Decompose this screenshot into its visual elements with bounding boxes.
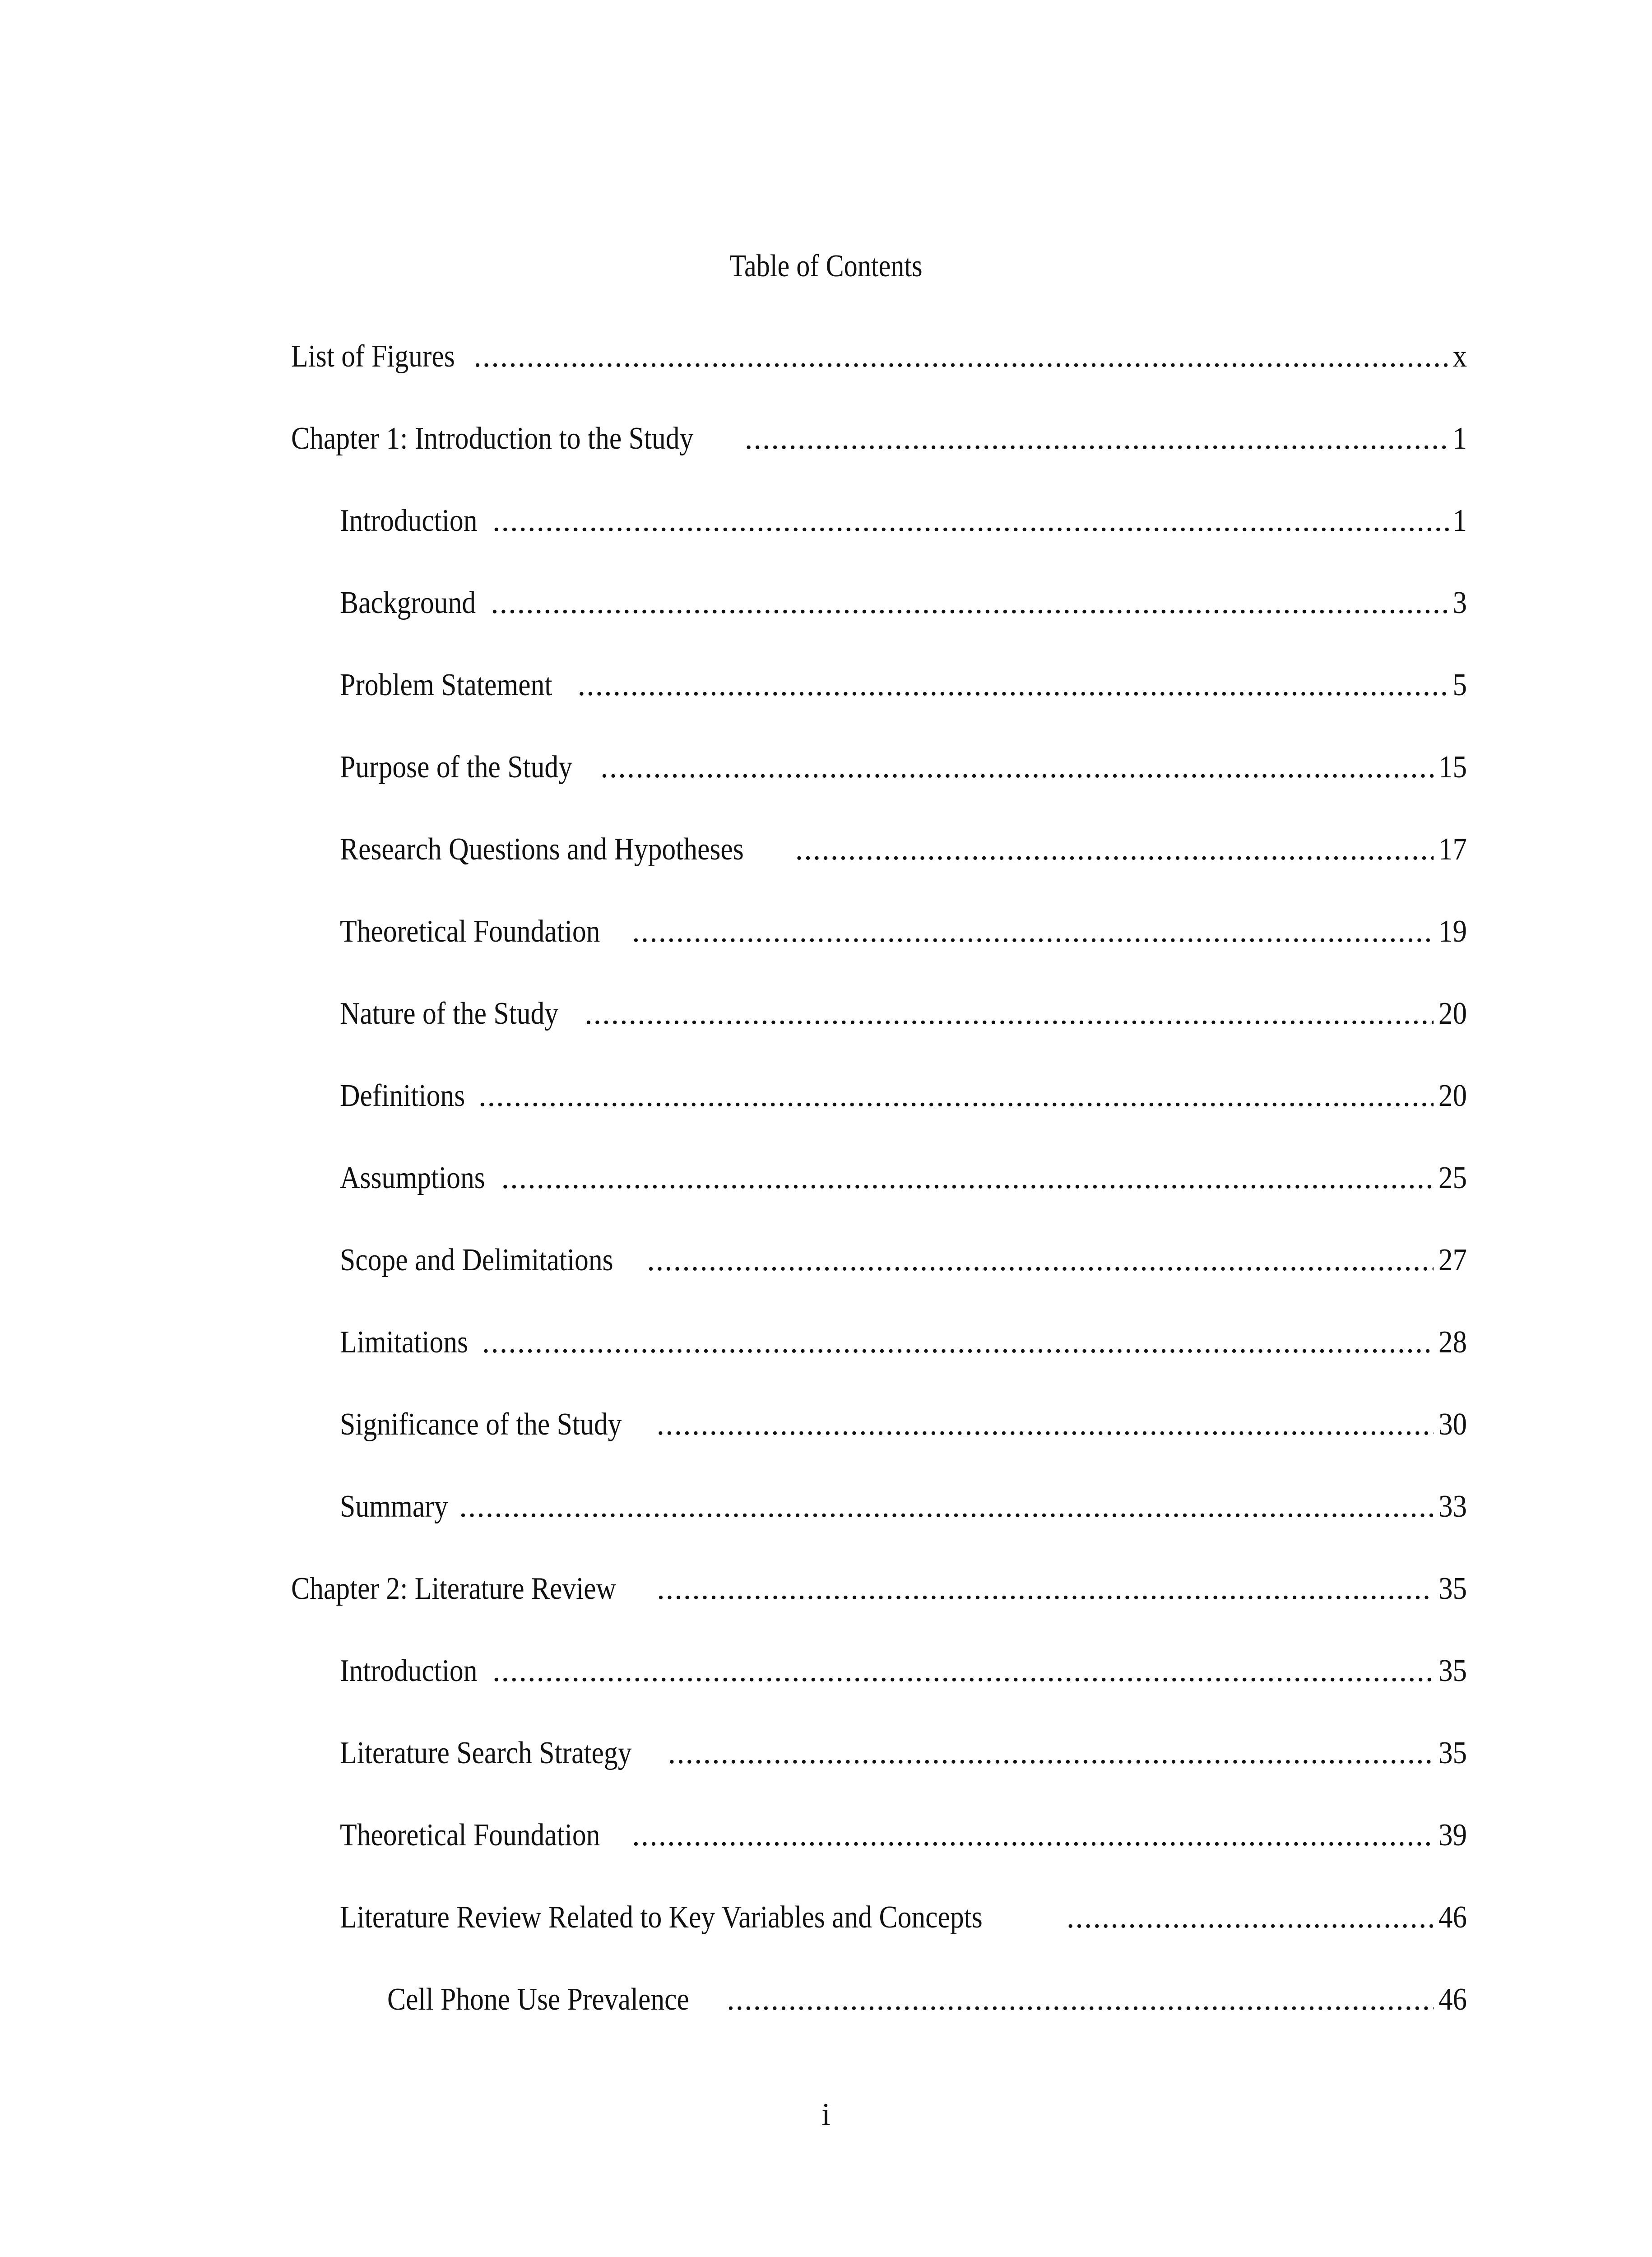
dot-leader — [578, 665, 1449, 706]
toc-entry-page: 15 — [1439, 750, 1467, 785]
dot-leader — [745, 418, 1449, 459]
toc-entry-purpose-of-the-study[interactable] — [340, 747, 1467, 788]
toc-entry-label: Scope and Delimitations — [340, 1243, 613, 1277]
dot-leader — [491, 583, 1449, 623]
toc-entry-label: Limitations — [340, 1325, 469, 1360]
toc-entry-label: Literature Search Strategy — [340, 1736, 632, 1770]
toc-entry-list-of-figures[interactable] — [291, 336, 1467, 377]
toc-entry-page: 46 — [1439, 1982, 1467, 2017]
dot-leader — [668, 1733, 1434, 1774]
toc-entry-nature-of-the-study[interactable] — [340, 994, 1467, 1034]
toc-entry-page: 46 — [1439, 1900, 1467, 1935]
toc-entry-significance-of-the-study[interactable] — [340, 1404, 1467, 1445]
dot-leader — [632, 1815, 1434, 1856]
toc-entry-introduction[interactable] — [340, 501, 1467, 541]
toc-entry-label: Assumptions — [340, 1161, 485, 1195]
toc-entry-page: 39 — [1439, 1818, 1467, 1853]
toc-entry-page: 35 — [1439, 1571, 1467, 1606]
toc-entry-page: 19 — [1439, 914, 1467, 949]
toc-entry-problem-statement[interactable] — [340, 665, 1467, 706]
toc-entry-literature-review-key-variables[interactable] — [340, 1897, 1467, 1938]
toc-entry-label: Theoretical Foundation — [340, 1818, 600, 1853]
toc-entry-theoretical-foundation[interactable] — [340, 911, 1467, 952]
toc-entry-definitions[interactable] — [340, 1076, 1467, 1116]
dot-leader — [585, 994, 1434, 1034]
dot-leader — [492, 1651, 1434, 1691]
toc-entry-literature-search-strategy[interactable] — [340, 1733, 1467, 1774]
dot-leader — [657, 1404, 1434, 1445]
toc-entry-label: Summary — [340, 1489, 448, 1524]
toc-entry-label: Chapter 1: Introduction to the Study — [291, 421, 694, 456]
toc-entry-label: Chapter 2: Literature Review — [291, 1571, 617, 1606]
dot-leader — [600, 747, 1434, 788]
toc-entry-page: 25 — [1439, 1161, 1467, 1195]
toc-entry-page: 33 — [1439, 1489, 1467, 1524]
dot-leader — [1067, 1897, 1434, 1938]
toc-entry-label: Background — [340, 585, 476, 620]
toc-entry-label: Research Questions and Hypotheses — [340, 832, 744, 867]
toc-entry-label: Introduction — [340, 503, 478, 538]
dot-leader — [482, 1322, 1434, 1363]
dot-leader — [478, 1076, 1434, 1116]
toc-entry-research-questions[interactable] — [340, 829, 1467, 870]
dot-leader — [727, 1979, 1434, 2020]
toc-entry-page: 30 — [1439, 1407, 1467, 1442]
toc-entry-page: 20 — [1439, 996, 1467, 1031]
toc-entry-page: 27 — [1439, 1243, 1467, 1277]
toc-entry-label: Problem Statement — [340, 668, 552, 702]
toc-entry-page: 17 — [1439, 832, 1467, 867]
dot-leader — [657, 1569, 1434, 1609]
toc-entry-label: Introduction — [340, 1653, 478, 1688]
toc-entry-page: 35 — [1439, 1736, 1467, 1770]
toc-entry-label: Definitions — [340, 1078, 465, 1113]
toc-entry-cell-phone-use-prevalence[interactable] — [387, 1979, 1467, 2020]
toc-entry-page: 1 — [1452, 421, 1467, 456]
toc-entry-page: 20 — [1439, 1078, 1467, 1113]
toc-entry-label: Literature Review Related to Key Variables and Concepts — [340, 1900, 983, 1935]
dot-leader — [473, 336, 1449, 377]
toc-entry-page: 35 — [1439, 1653, 1467, 1688]
dot-leader — [632, 911, 1434, 952]
dot-leader — [647, 1240, 1434, 1281]
toc-entry-label: Cell Phone Use Prevalence — [387, 1982, 689, 2017]
toc-entry-label: Nature of the Study — [340, 996, 559, 1031]
toc-entry-scope-and-delimitations[interactable] — [340, 1240, 1467, 1281]
dot-leader — [492, 501, 1449, 541]
toc-entry-page: x — [1452, 339, 1467, 374]
toc-entry-page: 1 — [1452, 503, 1467, 538]
toc-entry-background[interactable] — [340, 583, 1467, 623]
toc-entry-label: List of Figures — [291, 339, 455, 374]
toc-entry-theoretical-foundation-2[interactable] — [340, 1815, 1467, 1856]
page-title: Table of Contents — [729, 249, 923, 283]
toc-entry-label: Purpose of the Study — [340, 750, 573, 785]
toc-entry-limitations[interactable] — [340, 1322, 1467, 1363]
toc-entry-page: 3 — [1452, 585, 1467, 620]
toc-entry-label: Significance of the Study — [340, 1407, 622, 1442]
toc-entry-assumptions[interactable] — [340, 1158, 1467, 1198]
toc-entry-page: 5 — [1452, 668, 1467, 702]
toc-entry-label: Theoretical Foundation — [340, 914, 600, 949]
dot-leader — [459, 1486, 1434, 1527]
toc-entry-chapter-1[interactable] — [291, 418, 1467, 459]
page-number: i — [821, 2097, 831, 2132]
toc-entry-introduction-2[interactable] — [340, 1651, 1467, 1691]
dot-leader — [795, 829, 1434, 870]
toc-entry-chapter-2[interactable] — [291, 1569, 1467, 1609]
dot-leader — [501, 1158, 1434, 1198]
toc-entry-summary[interactable] — [340, 1486, 1467, 1527]
toc-entry-page: 28 — [1439, 1325, 1467, 1360]
